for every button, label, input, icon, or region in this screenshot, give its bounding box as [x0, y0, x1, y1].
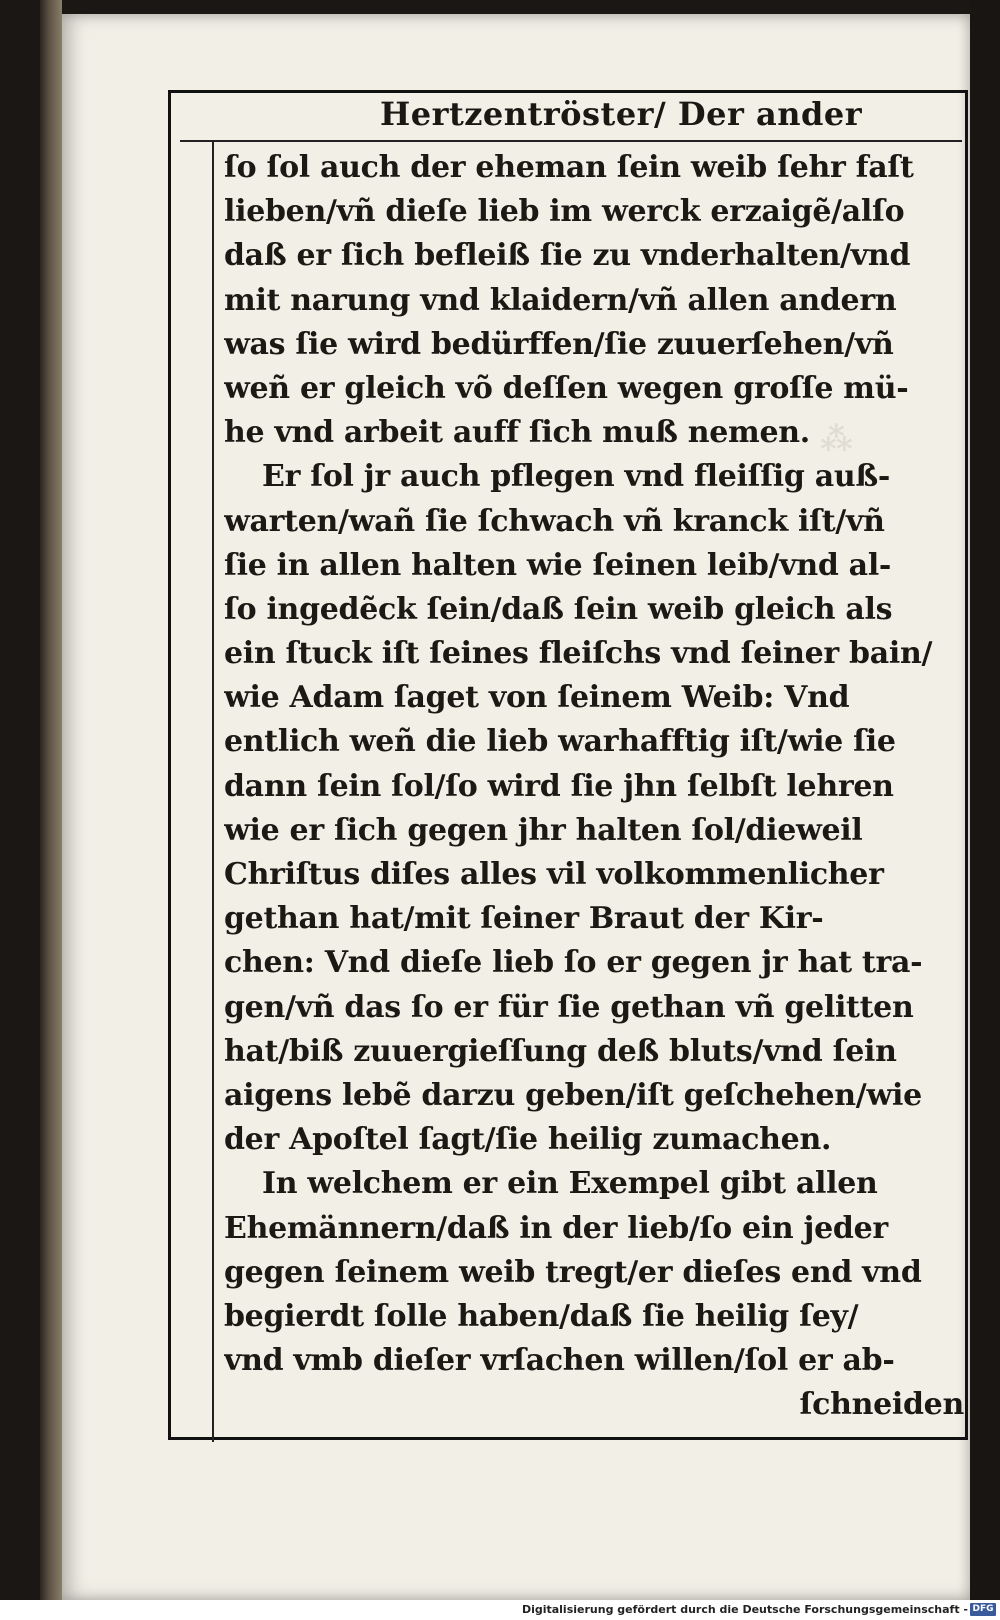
text-block — [224, 146, 964, 1436]
text-line: gethan hat/mit ſeiner Braut der Kir- — [224, 901, 824, 937]
frame-inner-rule — [212, 142, 214, 1442]
text-line: gen/vñ das ſo er für ſie gethan vñ gelitten — [224, 989, 914, 1025]
text-line: ſo ſol auch der eheman ſein weib ſehr faſt — [224, 150, 914, 185]
text-line: weñ er gleich võ deſſen wegen groſſe mü- — [224, 370, 909, 406]
text-line: chen: Vnd dieſe lieb ſo er gegen jr hat tra- — [224, 945, 923, 981]
footer-bar — [0, 1600, 1000, 1620]
text-line: Chriſtus diſes alles vil volkommenlicher — [224, 857, 884, 892]
text-line: Er ſol jr auch pflegen vnd fleiſſig auß- — [262, 459, 891, 495]
page-edge — [40, 0, 62, 1600]
dfg-logo: DFG — [970, 1603, 996, 1616]
text-line: hat/biß zuuergieſſung deß bluts/vnd ſein — [224, 1033, 897, 1069]
catchword: ſchneiden — [799, 1387, 964, 1423]
text-line: ein ſtuck iſt ſeines fleiſchs vnd ſeiner bain/ — [224, 636, 933, 672]
text-line: lieben/vñ dieſe lieb im werck erzaigẽ/alſo — [224, 194, 905, 230]
running-head-rule — [180, 140, 962, 142]
text-line: wie Adam ſaget von ſeinem Weib: Vnd — [224, 680, 850, 716]
text-line: dann ſein ſol/ſo wird ſie jhn ſelbſt lehren — [224, 768, 894, 804]
text-line: Ehemännern/daß in der lieb/ſo ein jeder — [224, 1210, 888, 1246]
text-line: der Apoſtel ſagt/ſie heilig zumachen. — [224, 1122, 832, 1158]
text-line: In welchem er ein Exempel gibt allen — [262, 1166, 878, 1202]
text-line: mit narung vnd klaidern/vñ allen andern — [224, 282, 897, 318]
text-line: entlich weñ die lieb warhafftig iſt/wie ſie — [224, 724, 896, 760]
text-line: was ſie wird bedürffen/ſie zuuerſehen/vñ — [224, 326, 894, 362]
funding-notice: Digitalisierung gefördert durch die Deutsche Forschungsgemeinschaft - — [521, 1603, 968, 1616]
text-line: wie er ſich gegen jhr halten ſol/dieweil — [224, 812, 863, 848]
text-line: begierdt ſolle haben/daß ſie heilig ſey/ — [224, 1298, 859, 1334]
text-line: gegen ſeinem weib tregt/er dieſes end vnd — [224, 1254, 922, 1290]
text-line: aigens lebẽ darzu geben/iſt geſchehen/wie — [224, 1077, 922, 1113]
text-line: ſie in allen halten wie ſeinen leib/vnd al- — [224, 547, 892, 583]
text-line: warten/wañ ſie ſchwach vñ kranck iſt/vñ — [224, 503, 885, 539]
page-background-right — [970, 0, 1000, 1600]
text-line: he vnd arbeit auff ſich muß nemen. — [224, 415, 810, 451]
bleed-through-mark: ⁂ — [820, 420, 853, 458]
text-line: vnd vmb dieſer vrſachen willen/ſol er ab- — [224, 1343, 895, 1379]
text-line: ſo ingedẽck ſein/daß ſein weib gleich als — [224, 591, 893, 627]
running-head: Hertzentröster/ Der ander — [380, 95, 863, 133]
text-line: daß er ſich befleiß ſie zu vnderhalten/vnd — [224, 238, 911, 274]
